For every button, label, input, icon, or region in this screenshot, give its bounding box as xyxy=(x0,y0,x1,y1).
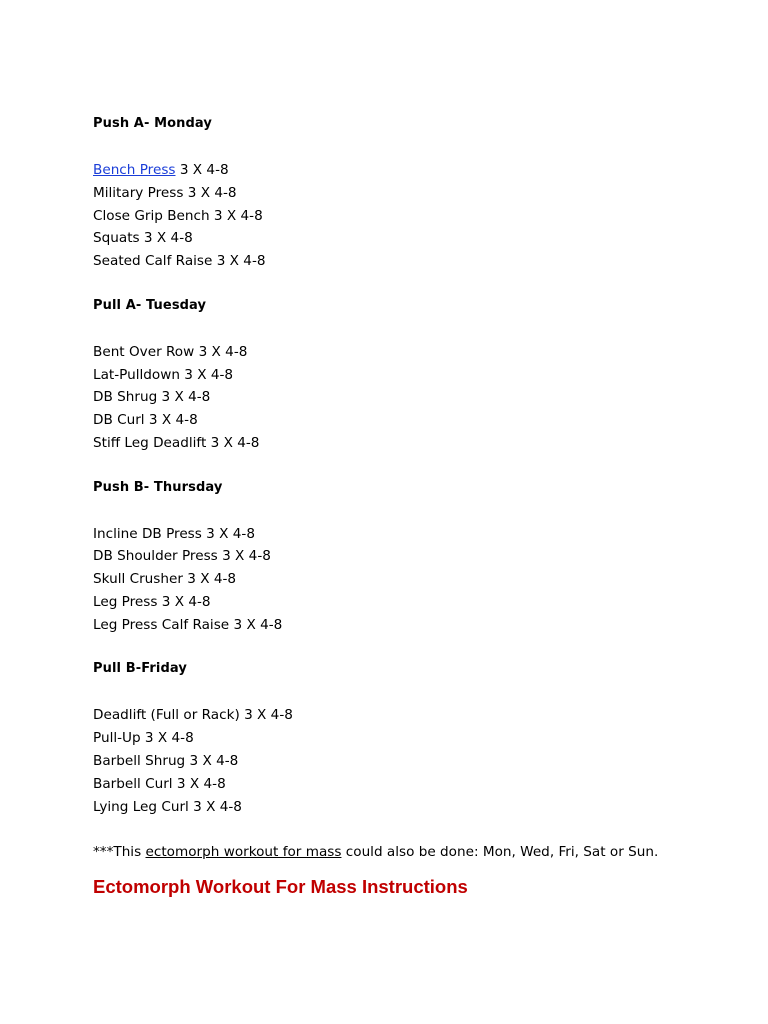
note-suffix: could also be done: Mon, Wed, Fri, Sat or Sun. xyxy=(341,844,659,861)
workout-section-push-b xyxy=(93,478,733,660)
exercise-item: Squats 3 X 4-8 xyxy=(93,230,193,247)
exercise-item xyxy=(93,159,733,182)
exercise-item: Leg Press Calf Raise 3 X 4-8 xyxy=(93,616,283,633)
document-body xyxy=(93,114,733,900)
exercise-item: Military Press 3 X 4-8 xyxy=(93,184,237,201)
exercise-item: Deadlift (Full or Rack) 3 X 4-8 xyxy=(93,707,293,724)
exercise-item: Barbell Curl 3 X 4-8 xyxy=(93,775,226,792)
exercise-item: DB Shrug 3 X 4-8 xyxy=(93,389,211,406)
section-heading: Pull B-Friday xyxy=(93,661,187,677)
instructions-heading: Ectomorph Workout For Mass Instructions xyxy=(93,875,468,897)
ectomorph-workout-link[interactable]: ectomorph workout for mass xyxy=(145,844,342,861)
exercise-item: Skull Crusher 3 X 4-8 xyxy=(93,571,237,588)
section-heading: Push A- Monday xyxy=(93,116,212,131)
exercise-item: Bent Over Row 3 X 4-8 xyxy=(93,343,248,360)
workout-section-push-a xyxy=(93,114,733,296)
exercise-item: Barbell Shrug 3 X 4-8 xyxy=(93,752,239,769)
exercise-item: Lying Leg Curl 3 X 4-8 xyxy=(93,798,242,815)
workout-section-pull-a xyxy=(93,296,733,478)
exercise-item: DB Shoulder Press 3 X 4-8 xyxy=(93,548,271,565)
exercise-item: DB Curl 3 X 4-8 xyxy=(93,412,198,429)
exercise-item: Leg Press 3 X 4-8 xyxy=(93,593,211,610)
section-heading: Push B- Thursday xyxy=(93,479,223,495)
exercise-item: Pull-Up 3 X 4-8 xyxy=(93,730,194,747)
note-prefix: ***This xyxy=(93,844,146,861)
exercise-link[interactable]: Bench Press xyxy=(93,162,176,178)
exercise-item: Seated Calf Raise 3 X 4-8 xyxy=(93,253,266,270)
exercise-item: Close Grip Bench 3 X 4-8 xyxy=(93,207,263,224)
exercise-item: Incline DB Press 3 X 4-8 xyxy=(93,525,255,542)
exercise-sets: 3 X 4-8 xyxy=(175,162,229,178)
schedule-note xyxy=(93,841,733,864)
workout-section-pull-b xyxy=(93,659,733,841)
exercise-item: Lat-Pulldown 3 X 4-8 xyxy=(93,366,234,383)
section-heading: Pull A- Tuesday xyxy=(93,297,207,313)
exercise-item: Stiff Leg Deadlift 3 X 4-8 xyxy=(93,434,260,451)
